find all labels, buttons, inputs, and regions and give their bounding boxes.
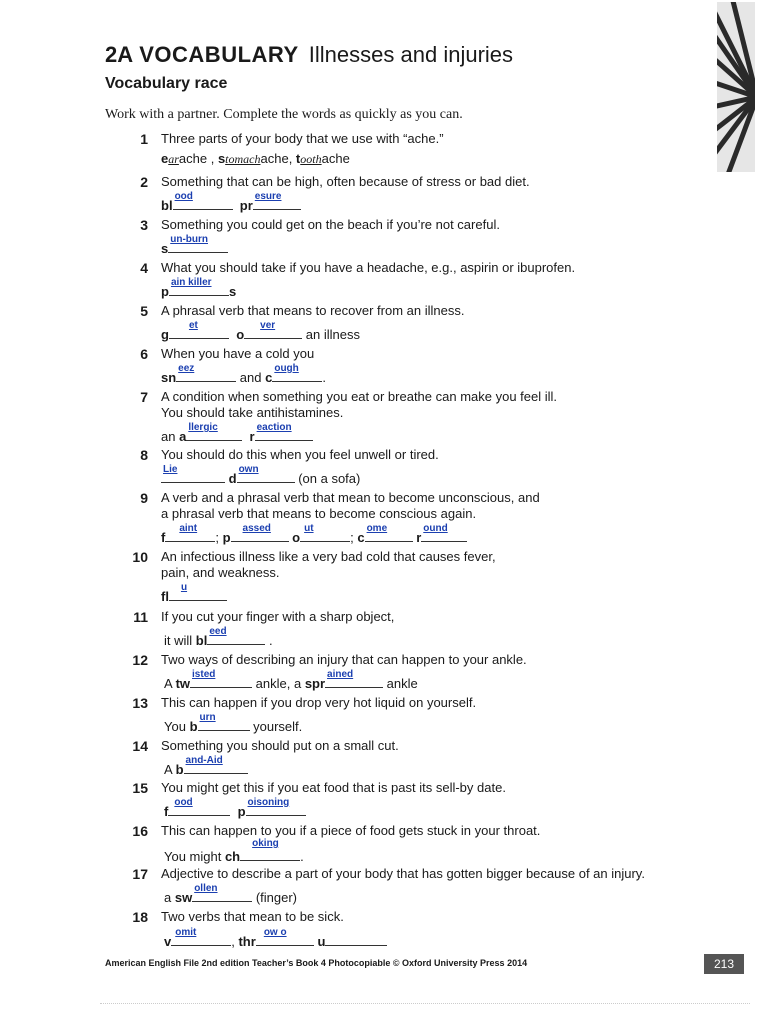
question-text: A condition when something you eat or breathe can make you feel ill. You should take antihistamines.	[161, 389, 558, 420]
answer-blank[interactable]	[246, 797, 306, 816]
handwritten-answer: ound	[423, 523, 448, 534]
answer-blank[interactable]	[255, 422, 313, 441]
answer-blank[interactable]	[421, 523, 467, 542]
answer-blank[interactable]	[169, 320, 229, 339]
corner-decoration	[717, 2, 755, 172]
handwritten-answer: llergic	[188, 422, 218, 433]
answer-blank[interactable]	[168, 797, 230, 816]
question-text: What you should take if you have a headache, e.g., aspirin or ibuprofen.	[161, 260, 576, 275]
answer-line: f aint ; p assed o ut ; c ome r ound	[161, 527, 467, 546]
answer-line: an a llergic r eaction	[161, 426, 313, 445]
handwritten-answer: ained	[327, 669, 354, 680]
handwritten-answer: assed	[242, 523, 271, 534]
answer-blank[interactable]	[207, 626, 265, 645]
answer-line: A tw isted ankle, a spr ained ankle	[164, 669, 418, 691]
answer-blank[interactable]	[365, 523, 413, 542]
handwritten-answer: esure	[254, 191, 282, 202]
question-text: Adjective to describe a part of your body that has gotten bigger because of an injury.	[161, 866, 645, 881]
answer-line: bl ood pr esure	[161, 195, 301, 214]
item-number: 18	[132, 909, 148, 925]
question-text: You should do this when you feel unwell or tired.	[161, 447, 439, 462]
item-number: 4	[140, 260, 148, 276]
handwritten-answer: oking	[252, 838, 279, 849]
question-text: Something that can be high, often because of stress or bad diet.	[161, 174, 530, 189]
handwritten-answer: oisoning	[247, 797, 290, 808]
handwritten-answer: Lie	[163, 464, 178, 475]
answer-line: f ood p oisoning	[164, 801, 306, 820]
handwritten-answer: ut	[304, 523, 314, 534]
question-text: Three parts of your body that we use with “ache.”	[161, 131, 444, 146]
answer-blank[interactable]	[186, 422, 242, 441]
answer-blank[interactable]	[244, 320, 302, 339]
page-title	[105, 42, 513, 68]
lesson-code: 2A	[105, 42, 134, 67]
item-number: 5	[140, 303, 148, 319]
lesson-topic: Illnesses and injuries	[308, 42, 514, 67]
answer-line: fl u	[161, 586, 227, 605]
answer-line: You b urn yourself.	[164, 712, 303, 734]
answer-line: A b and-Aid	[164, 759, 248, 778]
answer-blank[interactable]	[256, 927, 314, 946]
answer-blank[interactable]	[173, 191, 233, 210]
question-text: When you have a cold you	[161, 346, 315, 361]
handwritten-answer: ood	[174, 797, 193, 808]
handwritten-answer: eaction	[256, 422, 292, 433]
item-number: 10	[132, 549, 148, 565]
item-number: 7	[140, 389, 148, 405]
question-text: Two ways of describing an injury that can happen to your ankle.	[161, 652, 527, 667]
question-text: Something you could get on the beach if you’re not careful.	[161, 217, 500, 232]
item-number: 11	[133, 609, 148, 625]
handwritten-answer: ough	[274, 363, 299, 374]
divider	[100, 1003, 750, 1004]
handwritten-answer: eed	[209, 626, 227, 637]
question-text: This can happen if you drop very hot liquid on yourself.	[161, 695, 477, 710]
handwritten-answer: isted	[192, 669, 216, 680]
answer-blank[interactable]	[176, 363, 236, 382]
footer-copyright: American English File 2nd edition Teacher’s Book 4 Photocopiable © Oxford University Press 2014	[105, 958, 528, 968]
handwritten-answer: omit	[175, 927, 197, 938]
answer-blank[interactable]	[325, 669, 383, 688]
lesson-category: VOCABULARY	[139, 42, 299, 67]
handwritten-answer: u	[180, 582, 188, 593]
answer-blank[interactable]	[237, 464, 295, 483]
handwritten-answer: urn	[199, 712, 216, 723]
activity-title: Vocabulary race	[105, 75, 228, 92]
answer-blank[interactable]	[300, 523, 350, 542]
handwritten-answer: tomach	[225, 152, 261, 166]
answer-blank[interactable]	[253, 191, 301, 210]
handwritten-answer: ow o	[263, 927, 287, 938]
question-text: An infectious illness like a very bad cold that causes fever, pain, and weakness.	[161, 549, 496, 580]
answer-blank[interactable]	[169, 277, 229, 296]
item-number: 1	[140, 131, 148, 147]
question-text: This can happen to you if a piece of food gets stuck in your throat.	[161, 823, 541, 838]
question-text: A phrasal verb that means to recover from an illness.	[161, 303, 465, 318]
handwritten-answer: aint	[179, 523, 198, 534]
answer-blank[interactable]	[198, 712, 250, 731]
handwritten-answer: eez	[178, 363, 195, 374]
item-number: 2	[140, 174, 148, 190]
answer-line: You might ch oking .	[164, 838, 304, 864]
answer-blank[interactable]	[165, 523, 215, 542]
answer-blank[interactable]	[192, 883, 252, 902]
question-text: If you cut your finger with a sharp object,	[161, 609, 395, 624]
answer-line: Lie d own (on a sofa)	[163, 464, 361, 486]
answer-blank[interactable]	[325, 931, 387, 946]
item-number: 16	[132, 823, 148, 839]
answer-blank[interactable]	[231, 523, 289, 542]
handwritten-answer: ood	[174, 191, 193, 202]
handwritten-answer: and-Aid	[185, 755, 223, 766]
question-text: A verb and a phrasal verb that mean to become unconscious, and a phrasal verb that means to become conscious again.	[161, 490, 540, 521]
handwritten-answer: ome	[366, 523, 388, 534]
instructions: Work with a partner. Complete the words as quickly as you can.	[105, 107, 463, 122]
answer-blank[interactable]	[161, 464, 225, 483]
item-number: 12	[132, 652, 148, 668]
question-text: Two verbs that mean to be sick.	[161, 909, 344, 924]
answer-blank[interactable]	[171, 927, 231, 946]
handwritten-answer: et	[188, 320, 198, 331]
answer-blank[interactable]	[190, 669, 252, 688]
answer-line: it will bl eed .	[164, 626, 273, 648]
answer-blank[interactable]	[272, 363, 322, 382]
item-number: 15	[132, 780, 148, 796]
handwritten-answer: ain killer	[170, 277, 212, 288]
item-number: 8	[140, 447, 148, 463]
item-number: 13	[132, 695, 148, 711]
handwritten-answer: un-burn	[170, 234, 208, 245]
item-number: 17	[132, 866, 148, 882]
answer-line: s un-burn	[161, 238, 228, 257]
item-number: 9	[140, 490, 148, 506]
answer-line: g et o ver an illness	[161, 320, 360, 342]
handwritten-answer: ollen	[194, 883, 218, 894]
answer-line: v omit , thr ow o u	[164, 931, 387, 950]
handwritten-answer: own	[238, 464, 259, 475]
page-number: 213	[704, 954, 744, 974]
handwritten-answer: ar	[168, 152, 179, 166]
handwritten-answer: ver	[260, 320, 276, 331]
item-number: 3	[140, 217, 148, 233]
answer-line: sn eez and c ough .	[161, 363, 326, 385]
question-text: You might get this if you eat food that is past its sell-by date.	[161, 780, 506, 795]
handwritten-answer: ooth	[300, 152, 322, 166]
answer-blank[interactable]	[168, 234, 228, 253]
answer-blank[interactable]	[240, 838, 300, 861]
answer-line: earache , stomachache, toothache	[161, 151, 350, 166]
answer-line: a sw ollen (finger)	[164, 883, 297, 905]
item-number: 14	[132, 738, 148, 754]
question-text: Something you should put on a small cut.	[161, 738, 399, 753]
answer-line: p ain killer s	[161, 277, 237, 299]
item-number: 6	[140, 346, 148, 362]
